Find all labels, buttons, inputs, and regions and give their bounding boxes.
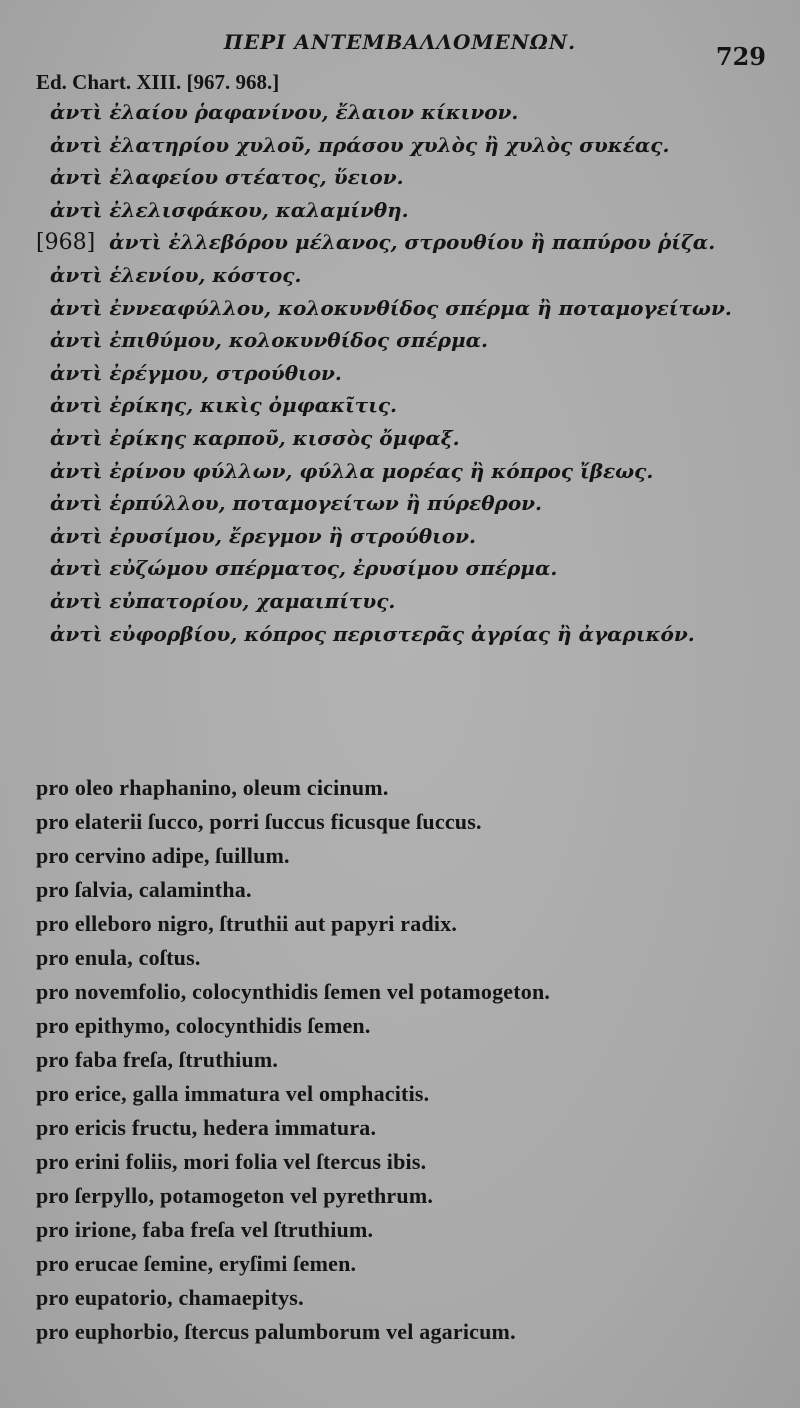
greek-entry-text: ἀντὶ ἑρπύλλου, ποταμογείτων ἢ πύρεθρον. [50,491,543,516]
latin-entry: pro erini foliis, mori folia vel ſtercus ibis. [36,1149,427,1174]
greek-entry [36,520,786,553]
latin-entry: pro eupatorio, chamaepitys. [36,1285,304,1310]
greek-entry [36,422,786,455]
greek-entry-text: ἀντὶ ἐρέγμου, στρούθιον. [50,360,342,385]
greek-entry [36,618,786,651]
greek-entry [36,455,786,488]
greek-entry [36,324,786,357]
page-number: 729 [715,42,766,71]
latin-entry: pro ericis fructu, hedera immatura. [36,1115,377,1140]
greek-entry-text: ἀντὶ ἐπιθύμου, κολοκυνθίδος σπέρμα. [50,328,488,353]
greek-entry [36,487,786,520]
greek-entry-text: ἀντὶ ἐλατηρίου χυλοῦ, πράσου χυλὸς ἢ χυλὸς συκέας. [50,132,670,157]
latin-entry: pro elleboro nigro, ſtruthii aut papyri radix. [36,911,458,936]
latin-entry: pro faba freſa, ſtruthium. [36,1047,279,1072]
latin-entry: pro epithymo, colocynthidis ſemen. [36,1013,371,1038]
running-title: ΠΕΡΙ ΑΝΤΕΜΒΑΛΛΟΜΕΝΩΝ. [223,30,577,54]
greek-entry [36,259,786,292]
latin-entry: pro irione, faba freſa vel ſtruthium. [36,1217,374,1242]
edition-reference: Ed. Chart. XIII. [967. 968.] [36,70,280,94]
latin-entry: pro cervino adipe, ſuillum. [36,843,290,868]
greek-entry-text: ἀντὶ ἐρίνου φύλλων, φύλλα μορέας ἢ κόπρος ἴβεως. [50,458,654,483]
greek-entry [36,96,786,129]
latin-entry: pro euphorbio, ſtercus palumborum vel agaricum. [36,1319,516,1344]
greek-entry-text: ἀντὶ εὐφορβίου, κόπρος περιστερᾶς ἀγρίας ἢ ἀγαρικόν. [50,621,695,646]
greek-entry [36,357,786,390]
latin-substitutes-list [36,771,786,1349]
greek-entry [36,129,786,162]
greek-entry [36,161,786,194]
greek-entry-text: ἀντὶ ἑλενίου, κόστος. [50,262,302,287]
page-marker: [968] [36,230,96,256]
greek-entry [36,292,786,325]
latin-entry: pro ſerpyllo, potamogeton vel pyrethrum. [36,1183,434,1208]
greek-entry-text: ἀντὶ ἐλαίου ῥαφανίνου, ἔλαιον κίκινον. [50,100,519,124]
latin-entry: pro novemfolio, colocynthidis ſemen vel potamogeton. [36,979,551,1004]
greek-entry-text: ἀντὶ ἐρίκης καρποῦ, κισσὸς ὄμφαξ. [50,425,460,450]
latin-entry: pro elaterii ſucco, porri ſuccus ficusque ſuccus. [36,809,482,834]
greek-entry-text: ἀντὶ ἐλλεβόρου μέλανος, στρουθίου ἢ παπύρου ῥίζα. [109,230,716,255]
greek-substitutes-list [36,96,786,650]
latin-entry: pro oleo rhaphanino, oleum cicinum. [36,775,389,800]
greek-entry-text: ἀντὶ ἐλαφείου στέατος, ὕειον. [50,165,404,190]
greek-entry-text: ἀντὶ ἐρίκης, κικὶς ὀμφακῖτις. [50,393,398,418]
greek-entry [36,552,786,585]
latin-entry: pro ſalvia, calamintha. [36,877,252,902]
greek-entry [36,194,786,227]
greek-entry [36,389,786,422]
greek-entry-text: ἀντὶ ἐννεαφύλλου, κολοκυνθίδος σπέρμα ἢ ποταμογείτων. [50,295,732,320]
greek-entry-text: ἀντὶ εὐπατορίου, χαμαιπίτυς. [50,588,396,613]
greek-entry-text: ἀντὶ ἐλελισφάκου, καλαμίνθη. [50,197,409,222]
greek-entry-text: ἀντὶ ἐρυσίμου, ἔρεγμον ἢ στρούθιον. [50,523,476,548]
greek-entry [36,226,786,259]
latin-entry: pro erucae ſemine, eryſimi ſemen. [36,1251,357,1276]
greek-entry-text: ἀντὶ εὐζώμου σπέρματος, ἐρυσίμου σπέρμα. [50,556,558,581]
latin-entry: pro erice, galla immatura vel omphacitis. [36,1081,430,1106]
latin-entry: pro enula, coſtus. [36,945,201,970]
greek-entry [36,585,786,618]
